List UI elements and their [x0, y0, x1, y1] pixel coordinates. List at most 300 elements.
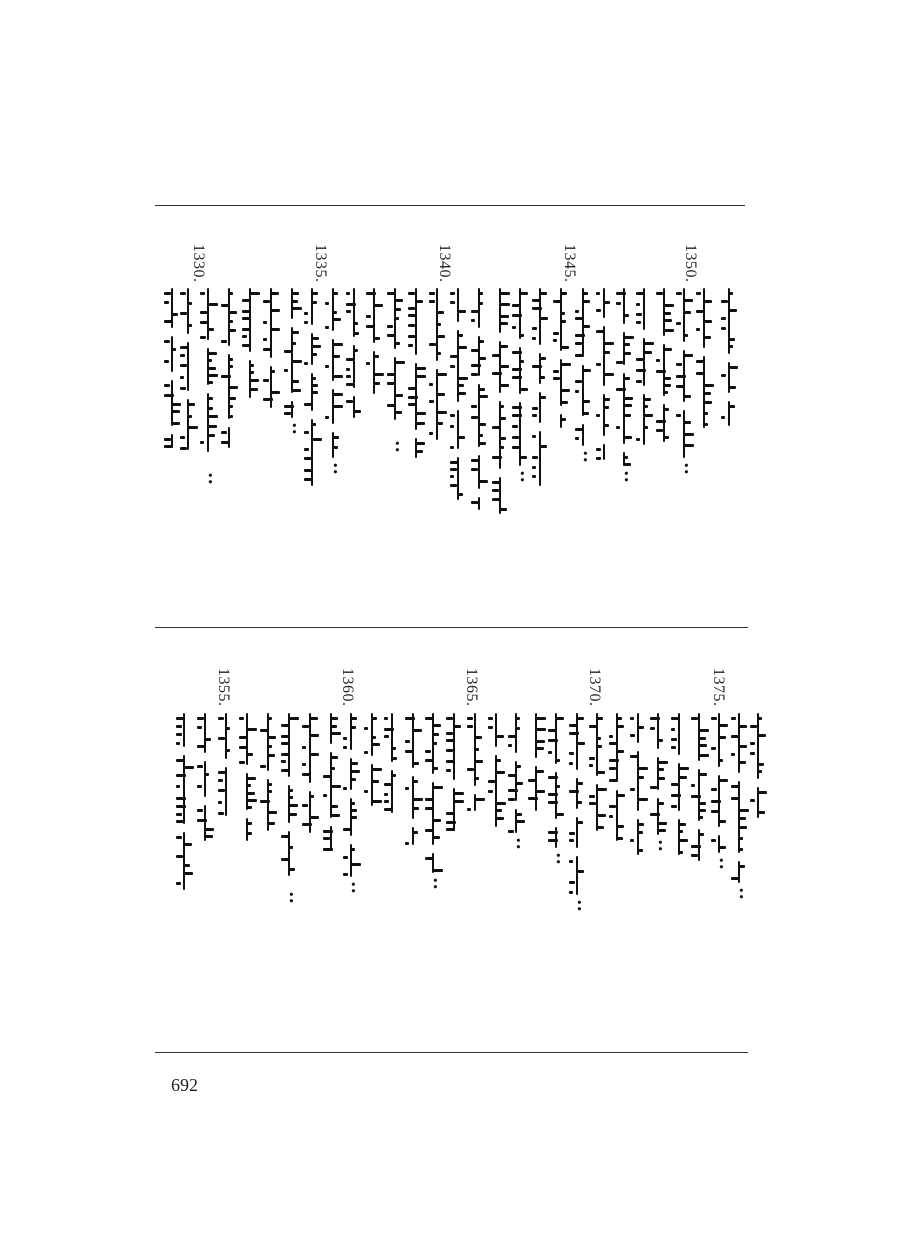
script-stroke [719, 779, 728, 782]
script-stroke [304, 469, 313, 472]
script-stroke [516, 727, 520, 730]
script-stroke [433, 767, 438, 770]
script-stroke [729, 386, 736, 389]
script-stroke [699, 729, 709, 732]
script-stroke [699, 744, 707, 747]
script-stroke [351, 770, 360, 773]
script-stroke [247, 806, 252, 809]
script-stroke [271, 391, 280, 394]
script-stroke [351, 863, 361, 866]
script-stroke [679, 830, 683, 833]
script-stroke [520, 456, 527, 459]
script-stroke [164, 394, 174, 397]
script-stroke [664, 348, 672, 351]
script-stroke [739, 809, 749, 812]
script-stroke [271, 328, 280, 331]
script-stroke [638, 823, 644, 826]
script-stroke [172, 410, 180, 413]
script-stroke [479, 388, 485, 391]
script-word [596, 784, 598, 831]
script-stroke [229, 320, 233, 323]
script-stroke [374, 355, 379, 358]
script-word [436, 369, 438, 440]
script-stroke [292, 380, 299, 383]
script-stroke [520, 388, 528, 391]
script-word [576, 856, 578, 895]
script-stroke [704, 320, 712, 323]
script-stroke [416, 412, 426, 415]
script-stroke [229, 311, 237, 314]
script-stroke [475, 736, 482, 739]
script-stroke [312, 345, 321, 348]
script-stroke [479, 434, 483, 437]
script-stroke [719, 846, 726, 849]
script-stroke [704, 336, 711, 339]
script-stroke [289, 804, 298, 807]
script-stroke [304, 431, 309, 434]
script-stroke [351, 848, 355, 851]
script-stroke [684, 421, 691, 424]
script-stroke [458, 310, 466, 313]
script-stroke [437, 393, 445, 396]
script-stroke [271, 309, 280, 312]
script-stroke [164, 360, 169, 363]
script-stroke [679, 823, 686, 826]
script-stroke [374, 382, 380, 385]
script-word [288, 713, 290, 777]
script-stroke [333, 405, 343, 408]
script-stroke [684, 334, 688, 337]
script-stroke [575, 428, 584, 431]
script-stroke [532, 466, 536, 469]
script-stroke [450, 468, 457, 471]
script-stroke [250, 379, 259, 382]
script-word [207, 288, 209, 340]
script-stroke [624, 463, 631, 466]
script-stroke [374, 337, 380, 340]
script-stroke [331, 732, 341, 735]
script-stroke [333, 375, 343, 378]
script-stroke [617, 717, 622, 720]
script-stroke [604, 424, 609, 427]
script-word [560, 359, 562, 406]
script-stroke [577, 801, 582, 804]
script-stroke [372, 736, 376, 739]
script-word [373, 288, 375, 343]
script-stroke [247, 832, 252, 835]
script-stroke [577, 782, 583, 785]
script-stroke [520, 360, 524, 363]
script-stroke [184, 766, 194, 769]
script-stroke [597, 788, 607, 791]
script-stroke [516, 820, 525, 823]
script-stroke [176, 774, 186, 777]
line-number-1350: 1350. [682, 244, 699, 283]
script-stroke [638, 831, 643, 834]
script-stroke [333, 446, 338, 449]
script-stroke [684, 311, 691, 314]
script-stroke [351, 809, 357, 812]
script-word [582, 288, 584, 357]
script-stroke [624, 352, 631, 355]
script-stroke [247, 822, 252, 825]
script-stroke [536, 770, 544, 773]
script-stroke [312, 423, 316, 426]
script-stroke [289, 846, 293, 849]
script-stroke [699, 816, 703, 819]
script-stroke [475, 760, 483, 763]
script-word [623, 373, 625, 444]
script-stroke [281, 835, 290, 838]
script-stroke [289, 789, 293, 792]
script-stroke [704, 384, 714, 387]
script-word [474, 794, 476, 811]
script-stroke [437, 373, 447, 376]
script-stroke [699, 754, 709, 757]
script-stroke [479, 302, 483, 305]
script-stroke [331, 785, 341, 788]
script-stroke [395, 342, 400, 345]
script-stroke [704, 412, 708, 415]
script-stroke [604, 351, 610, 354]
script-stroke [624, 414, 631, 417]
script-stroke [704, 423, 708, 426]
script-stroke [268, 736, 276, 739]
script-word [457, 410, 459, 449]
script-stroke [413, 762, 419, 765]
script-word [171, 336, 173, 372]
script-stroke [739, 837, 743, 840]
script-stroke [758, 763, 764, 766]
script-stroke [188, 403, 195, 406]
script-stroke [475, 798, 485, 801]
punctuation-mark: •• [203, 472, 216, 485]
script-stroke [500, 437, 506, 440]
script-stroke [454, 800, 464, 803]
script-stroke [500, 292, 510, 295]
script-stroke [475, 748, 479, 751]
script-stroke [333, 292, 338, 295]
script-stroke [496, 809, 502, 812]
script-stroke [704, 401, 712, 404]
script-stroke [374, 304, 383, 307]
script-stroke [271, 370, 275, 373]
script-stroke [268, 754, 275, 757]
script-stroke [188, 415, 192, 418]
script-word [353, 288, 355, 337]
line-number-1365: 1365. [463, 668, 480, 707]
script-stroke [479, 480, 488, 483]
script-stroke [450, 475, 454, 478]
script-stroke [351, 802, 355, 805]
punctuation-mark: •• [511, 837, 524, 850]
script-stroke [577, 870, 584, 873]
script-word [412, 713, 414, 768]
script-stroke [229, 415, 233, 418]
script-stroke [604, 406, 609, 409]
script-stroke [458, 377, 468, 380]
script-stroke [292, 331, 299, 334]
script-stroke [583, 369, 591, 372]
script-stroke [739, 826, 747, 829]
script-stroke [164, 320, 172, 323]
script-stroke [458, 346, 467, 349]
script-stroke [176, 797, 186, 800]
script-stroke [596, 448, 601, 451]
script-stroke [520, 292, 528, 295]
script-stroke [617, 825, 624, 828]
script-stroke [331, 814, 340, 817]
script-stroke [583, 412, 589, 415]
script-stroke [268, 822, 275, 825]
script-word [603, 444, 605, 460]
script-stroke [289, 813, 297, 816]
script-stroke [312, 391, 318, 394]
script-stroke [658, 761, 668, 764]
script-stroke [500, 345, 508, 348]
script-stroke [289, 717, 299, 720]
script-stroke [292, 307, 302, 310]
script-stroke [729, 292, 733, 295]
punctuation-mark: •• [390, 440, 403, 453]
script-stroke [292, 360, 302, 363]
script-stroke [479, 423, 486, 426]
punctuation-mark: •• [515, 470, 528, 483]
script-word [291, 401, 293, 418]
script-stroke [208, 352, 217, 355]
script-stroke [664, 329, 674, 332]
script-stroke [548, 831, 558, 834]
script-stroke [208, 397, 213, 400]
script-stroke [583, 400, 590, 403]
script-stroke [699, 833, 704, 836]
script-stroke [658, 768, 664, 771]
line-number-1360: 1360. [339, 668, 356, 707]
script-stroke [569, 860, 573, 863]
script-stroke [208, 367, 216, 370]
script-stroke [413, 831, 418, 834]
script-stroke [323, 837, 330, 840]
script-stroke [450, 484, 457, 487]
script-stroke [532, 475, 536, 478]
script-stroke [208, 415, 218, 418]
script-stroke [561, 346, 569, 349]
line-number-1345: 1345. [561, 244, 578, 283]
script-stroke [721, 416, 725, 419]
script-stroke [540, 445, 547, 448]
script-stroke [561, 418, 566, 421]
script-stroke [520, 334, 524, 337]
script-stroke [569, 891, 573, 894]
script-stroke [354, 332, 359, 335]
script-stroke [229, 365, 233, 368]
script-stroke [500, 322, 508, 325]
script-stroke [496, 771, 505, 774]
script-stroke [208, 303, 218, 306]
script-stroke [719, 724, 728, 727]
script-stroke [556, 813, 564, 816]
script-stroke [208, 374, 218, 377]
script-stroke [575, 437, 579, 440]
punctuation-mark: •• [679, 462, 692, 475]
script-stroke [624, 436, 632, 439]
script-stroke [516, 782, 523, 785]
script-stroke [624, 404, 632, 407]
script-stroke [184, 864, 190, 867]
script-stroke [556, 717, 564, 720]
script-stroke [208, 425, 217, 428]
script-stroke [458, 384, 464, 387]
script-stroke [268, 717, 272, 720]
script-word [560, 414, 562, 428]
script-word [183, 832, 185, 890]
script-stroke [354, 322, 358, 325]
script-word [603, 326, 605, 386]
script-stroke [247, 728, 257, 731]
script-stroke [229, 292, 233, 295]
script-stroke [172, 348, 176, 351]
script-stroke [664, 319, 672, 322]
middle-horizontal-rule [155, 627, 748, 628]
script-stroke [739, 865, 745, 868]
script-stroke [208, 381, 213, 384]
script-stroke [516, 813, 522, 816]
script-stroke [413, 729, 422, 732]
line-number-1370: 1370. [586, 668, 603, 707]
script-stroke [351, 778, 356, 781]
script-stroke [164, 438, 171, 441]
script-stroke [617, 837, 623, 840]
script-stroke [719, 820, 726, 823]
script-stroke [739, 817, 746, 820]
script-stroke [247, 799, 257, 802]
script-stroke [205, 773, 209, 776]
script-stroke [343, 856, 348, 859]
script-word [643, 394, 645, 445]
top-horizontal-rule [155, 205, 745, 206]
script-stroke [372, 717, 377, 720]
script-stroke [333, 436, 339, 439]
script-stroke [658, 802, 664, 805]
script-stroke [583, 325, 590, 328]
script-stroke [333, 393, 343, 396]
script-stroke [458, 334, 463, 337]
script-stroke [304, 448, 309, 451]
script-stroke [739, 848, 743, 851]
script-stroke [561, 363, 571, 366]
script-stroke [758, 734, 766, 737]
script-stroke [176, 813, 182, 816]
script-stroke [229, 329, 236, 332]
script-stroke [479, 395, 488, 398]
script-stroke [458, 392, 466, 395]
script-stroke [312, 292, 318, 295]
script-stroke [624, 377, 630, 380]
script-stroke [454, 792, 464, 795]
script-stroke [624, 336, 634, 339]
script-stroke [176, 759, 185, 762]
script-stroke [644, 414, 653, 417]
script-stroke [597, 826, 604, 829]
script-stroke [372, 768, 382, 771]
script-stroke [331, 805, 338, 808]
script-stroke [729, 309, 737, 312]
script-stroke [540, 292, 547, 295]
script-stroke [644, 426, 648, 429]
punctuation-mark: •• [346, 881, 359, 894]
script-stroke [664, 391, 668, 394]
script-stroke [351, 717, 357, 720]
script-stroke [250, 371, 254, 374]
script-stroke [624, 343, 630, 346]
script-word [738, 713, 740, 773]
script-stroke [638, 849, 643, 852]
script-stroke [433, 786, 443, 789]
script-stroke [758, 717, 762, 720]
script-stroke [247, 792, 255, 795]
script-stroke [617, 750, 624, 753]
script-word [457, 288, 459, 322]
script-stroke [229, 397, 236, 400]
script-stroke [395, 308, 401, 311]
script-stroke [292, 300, 298, 303]
script-stroke [416, 300, 423, 303]
script-stroke [176, 820, 184, 823]
script-stroke [250, 388, 258, 391]
script-stroke [289, 796, 293, 799]
script-stroke [188, 324, 192, 327]
script-stroke [176, 855, 183, 858]
script-stroke [331, 725, 337, 728]
script-stroke [172, 313, 178, 316]
script-stroke [164, 301, 169, 304]
script-stroke [604, 342, 614, 345]
script-stroke [704, 300, 712, 303]
punctuation-mark: •• [287, 422, 300, 435]
script-stroke [184, 872, 193, 875]
script-stroke [664, 436, 669, 439]
script-stroke [540, 317, 548, 320]
script-stroke [271, 292, 279, 295]
script-stroke [536, 747, 544, 750]
script-stroke [638, 776, 644, 779]
script-stroke [597, 814, 606, 817]
script-stroke [310, 795, 314, 798]
script-stroke [664, 377, 671, 380]
script-stroke [500, 508, 507, 511]
script-stroke [392, 757, 397, 760]
script-stroke [208, 434, 215, 437]
line-number-1355: 1355. [215, 668, 232, 707]
script-word [246, 713, 248, 765]
script-stroke [479, 292, 483, 295]
script-stroke [312, 353, 317, 356]
script-stroke [664, 312, 671, 315]
line-number-1335: 1335. [312, 244, 329, 283]
script-stroke [679, 851, 683, 854]
script-stroke [638, 767, 648, 770]
script-stroke [268, 745, 272, 748]
script-stroke [405, 842, 409, 845]
script-stroke [644, 405, 648, 408]
script-stroke [721, 300, 728, 303]
script-stroke [500, 405, 504, 408]
script-stroke [658, 777, 665, 780]
script-word [249, 288, 251, 352]
script-stroke [458, 493, 463, 496]
script-stroke [304, 478, 313, 481]
script-word [353, 396, 355, 418]
